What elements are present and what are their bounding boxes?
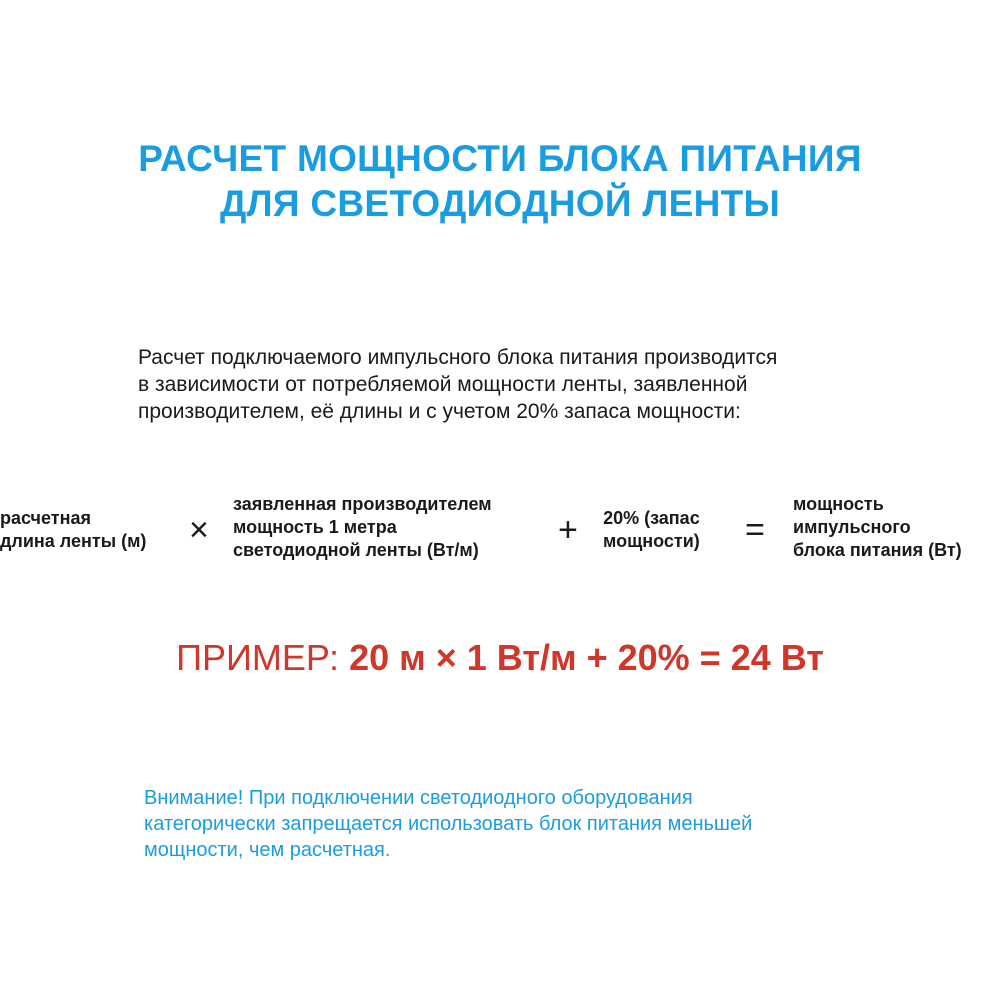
- formula-term-length: [0, 507, 146, 553]
- example-label: ПРИМЕР:: [176, 637, 350, 678]
- intro-line-3: производителем, её длины и с учетом 20% запаса мощности:: [138, 400, 741, 423]
- formula-term-reserve-line-1: 20% (запас: [603, 508, 700, 528]
- warning-line-3: мощности, чем расчетная.: [144, 839, 391, 861]
- formula-term-result: [793, 493, 962, 562]
- page-title: [0, 136, 1000, 226]
- formula-term-result-line-2: импульсного: [793, 517, 911, 537]
- formula-term-length-line-2: длина ленты (м): [0, 531, 147, 551]
- equals-operator: =: [745, 511, 765, 549]
- formula-term-power-line-3: светодиодной ленты (Вт/м): [233, 540, 479, 560]
- intro-line-1: Расчет подключаемого импульсного блока питания производится: [138, 346, 778, 369]
- formula-term-result-line-3: блока питания (Вт): [793, 540, 962, 560]
- formula-term-reserve: [603, 507, 700, 553]
- warning-line-2: категорически запрещается использовать блок питания меньшей: [144, 813, 753, 835]
- warning-note: [144, 785, 904, 863]
- plus-operator: +: [558, 511, 578, 549]
- page-title-line-2: ДЛЯ СВЕТОДИОДНОЙ ЛЕНТЫ: [219, 183, 781, 224]
- formula-term-power-per-meter: [233, 493, 492, 562]
- intro-line-2: в зависимости от потребляемой мощности ленты, заявленной: [138, 373, 748, 396]
- formula-term-length-line-1: расчетная: [0, 508, 91, 528]
- formula-term-power-line-1: заявленная производителем: [233, 494, 492, 514]
- example-calculation: [0, 636, 1000, 680]
- intro-paragraph: [138, 344, 898, 425]
- formula-term-result-line-1: мощность: [793, 494, 884, 514]
- formula-term-power-line-2: мощность 1 метра: [233, 517, 397, 537]
- example-formula: 20 м × 1 Вт/м + 20% = 24 Вт: [349, 637, 824, 678]
- warning-line-1: Внимание! При подключении светодиодного оборудования: [144, 787, 693, 809]
- formula-term-reserve-line-2: мощности): [603, 531, 700, 551]
- multiply-operator: ×: [189, 511, 209, 549]
- page-title-line-1: РАСЧЕТ МОЩНОСТИ БЛОКА ПИТАНИЯ: [138, 138, 862, 179]
